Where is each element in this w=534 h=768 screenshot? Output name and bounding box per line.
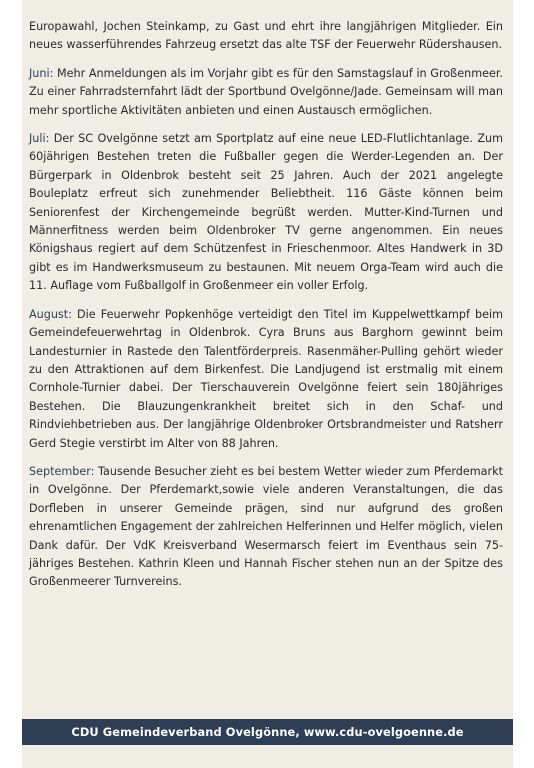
paragraph-august — [29, 306, 503, 453]
article-body — [29, 18, 503, 602]
footer-bar — [22, 719, 513, 745]
paragraph-text: Der SC Ovelgönne setzt am Sportplatz auf eine neue LED-Flutlichtanlage. Zum 60jährigen Bestehen treten die Fußballer gegen die Werder-Legenden an. Der Bürgerpark in Oldenbrok besteht seit 25 Jahren. Auch der 2021 angelegte Bouleplatz erfreut sich zunehmender Beliebtheit. 116 Gäste können beim Seniorenfest der Kirchengemeinde begrüßt werden. Mutter-Kind-Turnen und Männerfitness werden beim Oldenbroker TV gerne angenommen. Ein neues Königshaus regiert auf dem Schützenfest in Frieschenmoor. Altes Handwerk in 3D gibt es im Handwerksmuseum zu bestaunen. Mit neuem Orga-Team wird auch die 11. Auflage vom Fußballgolf in Großenmeer ein voller Erfolg. — [29, 132, 503, 293]
paragraph-text: Die Feuerwehr Popkenhöge verteidigt den Titel im Kuppelwettkampf beim Gemeindefeuerwehrtag in Oldenbrok. Cyra Bruns aus Barghorn gewinnt beim Landesturnier in Rastede den Talentförderpreis. Rasenmäher-Pulling gehört wieder zu den Attraktionen auf dem Birkenfest. Die Landjugend ist erstmalig mit einem Cornhole-Turnier dabei. Der Tierschauverein Ovelgönne feiert sein 180jähriges Bestehen. Die Blauzungenkrankheit breitet sich in den Schaf- und Rindviehbetrieben aus. Der langjährige Oldenbroker Ortsbrandmeister und Ratsherr Gerd Stegie verstirbt im Alter von 88 Jahren. — [29, 307, 503, 450]
paragraph-text: Tausende Besucher zieht es bei bestem Wetter wieder zum Pferdemarkt in Ovelgönne. Der Pferdemarkt,sowie viele anderen Veranstaltungen, die das Dorfleben in unserer Gemeinde prägen, sind nur aufgrund des großen ehrenamtlichen Engagement der zahlreichen Helferinnen und Helfer möglich, vielen Dank dafür. Der VdK Kreisverband Wesermarsch feiert im Eventhaus sein 75-jähriges Bestehen. Kathrin Kleen und Hannah Fischer stehen nun an der Spitze des Großenmeerer Turnvereins. — [29, 464, 503, 589]
paragraph-text: Mehr Anmeldungen als im Vorjahr gibt es für den Samstagslauf in Großenmeer. Zu einer Fahrradsternfahrt lädt der Sportbund Ovelgönne/Jade. Gemeinsam will man mehr sportliche Aktivitäten anbieten und einen Austausch ermöglichen. — [29, 66, 503, 117]
paragraph-intro — [29, 18, 503, 55]
month-label: Juli: — [29, 132, 50, 146]
month-label: August: — [29, 307, 72, 321]
month-label: Juni: — [29, 66, 54, 80]
paragraph-juni — [29, 65, 503, 120]
page — [22, 0, 513, 768]
paragraph-september — [29, 463, 503, 592]
paragraph-text: Europawahl, Jochen Steinkamp, zu Gast und ehrt ihre langjährigen Mitglieder. Ein neues wasserführendes Fahrzeug ersetzt das alte TSF der Feuerwehr Rüdershausen. — [29, 20, 503, 52]
month-label: September: — [29, 464, 95, 478]
footer-text: CDU Gemeindeverband Ovelgönne, www.cdu-ovelgoenne.de — [71, 725, 464, 739]
paragraph-juli — [29, 130, 503, 296]
